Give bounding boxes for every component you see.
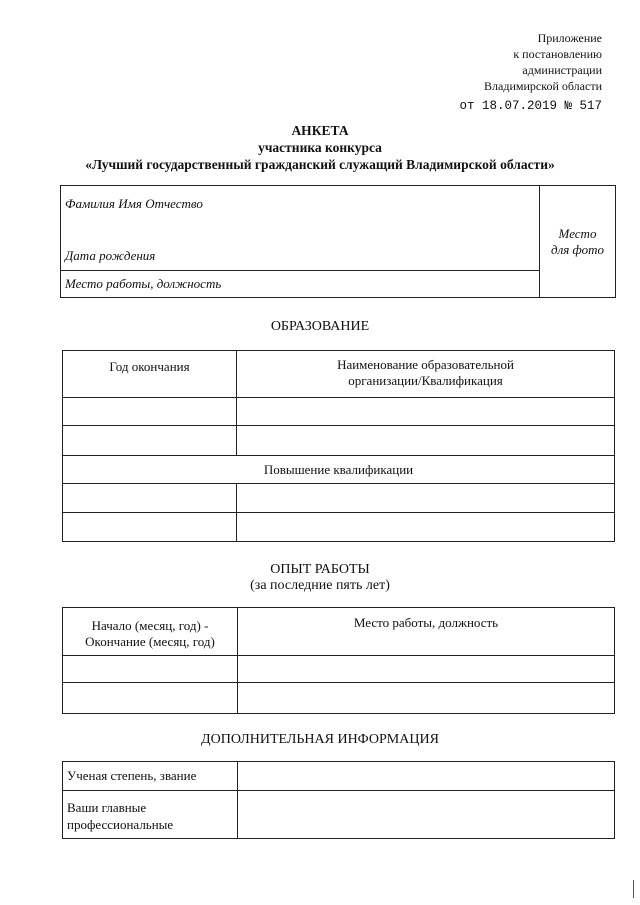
- academic-degree-label: Ученая степень, звание: [67, 768, 197, 783]
- academic-degree-label-cell: [63, 762, 238, 791]
- experience-section-title: ОПЫТ РАБОТЫ: [270, 562, 370, 577]
- experience-period-cell[interactable]: [63, 683, 238, 714]
- work-position-cell[interactable]: [61, 271, 540, 298]
- scan-edge-mark: [633, 880, 634, 898]
- header-line-region: Владимирской области: [484, 79, 602, 93]
- fio-label: Фамилия Имя Отчество: [65, 196, 203, 211]
- photo-label-line-1: Место: [558, 225, 597, 241]
- education-year-cell[interactable]: [63, 426, 237, 456]
- header-line-appendix: Приложение: [537, 31, 602, 45]
- experience-period-cell[interactable]: [63, 656, 238, 683]
- photo-placeholder[interactable]: [540, 186, 616, 298]
- title-line-1: АНКЕТА: [291, 123, 349, 138]
- experience-col-workplace-label: Место работы, должность: [353, 615, 499, 630]
- experience-col-period-line-2: Окончание (месяц, год): [85, 634, 215, 649]
- qualification-subheader: [63, 456, 615, 484]
- education-year-cell[interactable]: [63, 398, 237, 426]
- fio-and-birth-cell[interactable]: [61, 186, 540, 271]
- header-dateline: от 18.07.2019 № 517: [459, 99, 602, 113]
- education-institution-cell[interactable]: [237, 398, 615, 426]
- experience-section-subtitle: (за последние пять лет): [250, 578, 390, 593]
- work-position-label: Место работы, должность: [65, 276, 222, 291]
- main-achievements-label-cell: [63, 791, 238, 839]
- document-title: [0, 122, 640, 173]
- additional-info-table: [62, 761, 615, 839]
- experience-workplace-cell[interactable]: [238, 683, 615, 714]
- qualification-subheader-label: Повышение квалификации: [263, 461, 414, 477]
- additional-section-title: ДОПОЛНИТЕЛЬНАЯ ИНФОРМАЦИЯ: [201, 732, 439, 747]
- qualification-institution-cell[interactable]: [237, 513, 615, 542]
- experience-col-period: [63, 608, 238, 656]
- experience-table: [62, 607, 615, 714]
- title-line-2: участника конкурса: [258, 140, 382, 155]
- main-achievements-input-cell[interactable]: [238, 791, 615, 839]
- main-achievements-label-line-1: Ваши главные: [67, 800, 147, 815]
- education-section-title: ОБРАЗОВАНИЕ: [270, 319, 370, 334]
- title-line-3: «Лучший государственный гражданский служащий Владимирской области»: [85, 157, 555, 172]
- experience-col-workplace: [238, 608, 615, 656]
- header-line-resolution: к постановлению: [513, 47, 602, 61]
- academic-degree-input-cell[interactable]: [238, 762, 615, 791]
- education-col-institution-line-2: организации/Квалификация: [348, 373, 503, 388]
- education-col-institution: [237, 351, 615, 398]
- birth-date-label: Дата рождения: [65, 248, 156, 263]
- photo-label-line-2: для фото: [551, 241, 604, 257]
- qualification-year-cell[interactable]: [63, 484, 237, 513]
- header-line-administration: администрации: [522, 63, 602, 77]
- education-table: [62, 350, 615, 542]
- personal-info-table: [60, 185, 616, 298]
- education-institution-cell[interactable]: [237, 426, 615, 456]
- qualification-year-cell[interactable]: [63, 513, 237, 542]
- education-col-year-label: Год окончания: [109, 359, 190, 374]
- qualification-institution-cell[interactable]: [237, 484, 615, 513]
- experience-workplace-cell[interactable]: [238, 656, 615, 683]
- education-col-institution-line-1: Наименование образовательной: [337, 357, 514, 372]
- document-header: [459, 30, 602, 114]
- experience-col-period-line-1: Начало (месяц, год) -: [91, 618, 209, 633]
- education-col-year: [63, 351, 237, 398]
- main-achievements-label-line-2: профессиональные: [67, 817, 174, 832]
